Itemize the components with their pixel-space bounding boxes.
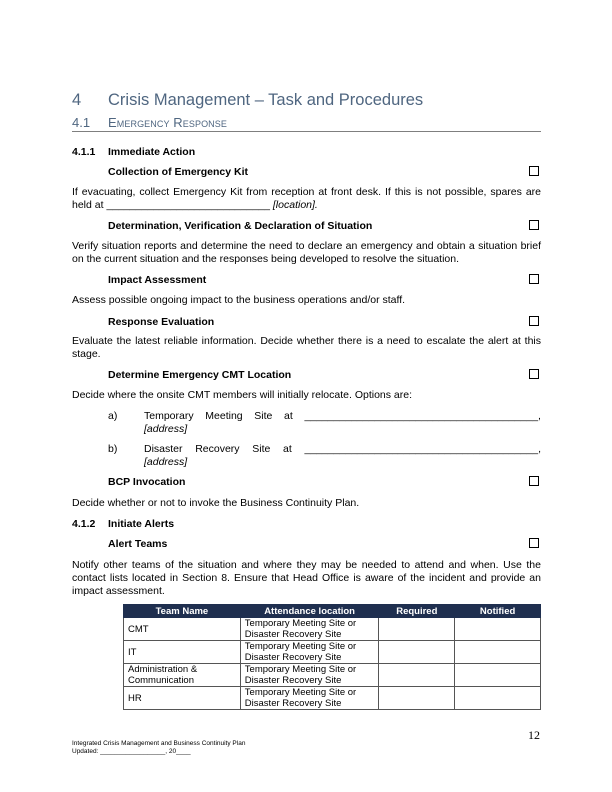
required-cell[interactable] [379,687,455,710]
task-text-response: Evaluate the latest reliable information. Decide whether there is a need to escalate the alert at this stage. [72,335,541,360]
location-cell: Temporary Meeting Site or Disaster Recovery Site [240,618,379,641]
team-name-cell: Administration & Communication [124,664,241,687]
team-table [123,604,541,710]
notified-cell[interactable] [455,641,541,664]
subsection-heading-immediate [72,146,195,158]
address-placeholder: [address] [144,456,188,468]
table-header-row [124,605,541,618]
subsection-heading-alerts [72,518,174,530]
header-team-name: Team Name [124,605,241,618]
task-title-determination: Determination, Verification & Declaration of Situation [108,220,373,232]
subsection-title: Initiate Alerts [108,518,175,530]
checkbox-location[interactable] [529,369,539,379]
checkbox-collection[interactable] [529,166,539,176]
task-text-alert-teams: Notify other teams of the situation and where they may be needed to attend and when. Use the contact lists located in Section 8. Ensure that Head Office is aware of the incident and provide an impact assessment. [72,559,541,597]
location-cell: Temporary Meeting Site or Disaster Recovery Site [240,687,379,710]
footer-title: Integrated Crisis Management and Business Continuity Plan [72,740,246,747]
section-title: Emergency Response [108,115,227,130]
subsection-number: 4.1.1 [72,146,96,158]
chapter-number: 4 [72,91,82,109]
table-row [124,641,541,664]
checkbox-impact[interactable] [529,274,539,284]
task-title-alert-teams: Alert Teams [108,538,168,550]
table-row [124,664,541,687]
checkbox-determination[interactable] [529,220,539,230]
task-text-determination: Verify situation reports and determine the need to declare an emergency and obtain a situation brief on the current situation and the responses being developed to resolve the situation. [72,240,541,265]
checkbox-response[interactable] [529,316,539,326]
location-cell: Temporary Meeting Site or Disaster Recovery Site [240,664,379,687]
notified-cell[interactable] [455,687,541,710]
footer-updated: Updated: __________________, 20____ [72,748,191,755]
page-number: 12 [528,728,540,742]
task-title-response: Response Evaluation [108,316,215,328]
subsection-number: 4.1.2 [72,518,96,530]
header-required: Required [379,605,455,618]
required-cell[interactable] [379,618,455,641]
location-blank[interactable]: ____________________________ [106,199,270,211]
checkbox-bcp[interactable] [529,476,539,486]
section-number: 4.1 [72,115,91,130]
address-placeholder: [address] [144,423,188,435]
chapter-heading [72,91,423,110]
option-label: b) [108,443,118,455]
task-title-collection: Collection of Emergency Kit [108,166,249,178]
table-row [124,687,541,710]
section-heading [72,115,541,132]
required-cell[interactable] [379,641,455,664]
task-text-bcp: Decide whether or not to invoke the Business Continuity Plan. [72,497,360,509]
chapter-title: Crisis Management – Task and Procedures [108,91,424,109]
subsection-title: Immediate Action [108,146,196,158]
header-attendance-location: Attendance location [240,605,379,618]
task-text-location: Decide where the onsite CMT members will initially relocate. Options are: [72,389,413,401]
team-name-cell: IT [124,641,241,664]
checkbox-alert-teams[interactable] [529,538,539,548]
task-title-location: Determine Emergency CMT Location [108,369,292,381]
task-text-impact: Assess possible ongoing impact to the business operations and/or staff. [72,294,406,306]
table-row [124,618,541,641]
location-placeholder: [location]. [272,199,318,211]
task-title-bcp: BCP Invocation [108,476,186,488]
address-blank[interactable]: ________________________________________, [304,410,541,422]
location-cell: Temporary Meeting Site or Disaster Recovery Site [240,641,379,664]
task-title-impact: Impact Assessment [108,274,207,286]
required-cell[interactable] [379,664,455,687]
document-page: 4 Crisis Management – Task and Procedures 4.1 Emergency Response 4.1.1 Immediate Action Collection of Emergency Kit If evacuating, collect Emergency Kit from reception at front desk. If this is not possible, spares are held at ____________________________ [location]. Determination, Verification & Declaration of Situation Verify situation reports and determine the need to declare an emergency and obtain a situation brief on the current situation and the responses being developed to resolve the situation. Impact Assessment Assess possible ongoing impact to the business operations and/or staff. Response Evaluation Evaluate the latest reliable information. Decide whether there is a need to escalate the alert at this stage. Determine Emergency CMT Location Decide where the onsite CMT members will initially relocate. Options are: a) Temporary Meeting Site at ________________________________________, [address] b) Disaster Recovery Site at ________________________________________, [address] BCP Invocation Decide whether or not to invoke the Business Continuity Plan. 4.1.2 Initiate Alerts Alert Teams Notify other teams of the situation and where they may be needed to attend and when. Use the contact lists located in Section 8. Ensure that Head Office is aware of the incident and provide an impact assessment. Team Name Attendance location Required Notified CMT Temporary Meeting Site or Disaster Recovery Site IT Temporary Meeting Site or Disaster Recovery Site Administration & Communication Temporary Meeting Site or Disaster Recovery Site HR Temporary Meeting Site or Disaster Recovery Site 12 Integrated Crisis Management and Business Continuity Plan Updated: __________________, 20____ [72,91,541,755]
option-label: a) [108,410,118,422]
task-text-collection: If evacuating, collect Emergency Kit from reception at front desk. If this is not possible, spares are held at ____________________________ [location]. [72,186,541,211]
team-name-cell: HR [124,687,241,710]
notified-cell[interactable] [455,618,541,641]
address-blank[interactable]: ________________________________________, [304,443,541,455]
team-name-cell: CMT [124,618,241,641]
header-notified: Notified [455,605,541,618]
notified-cell[interactable] [455,664,541,687]
